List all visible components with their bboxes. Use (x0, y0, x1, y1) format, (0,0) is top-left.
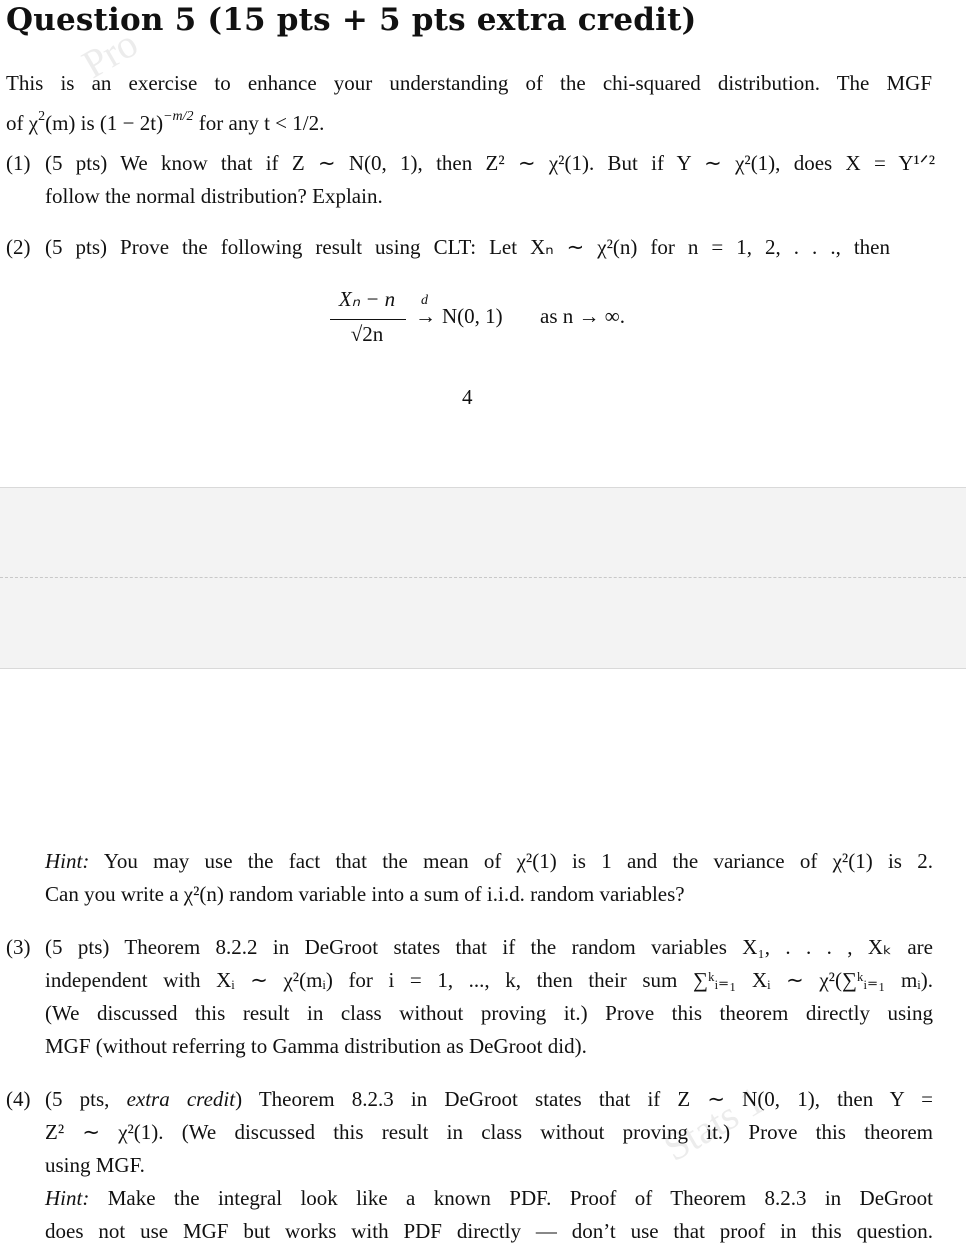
eq-rhs: N(0, 1) (442, 304, 503, 328)
eq-numerator: Xₙ − n (338, 287, 396, 311)
q3-line-3: (We discussed this result in class without proving it.) Prove this theorem directly using (45, 1001, 933, 1025)
hint2-line-2: Can you write a χ²(n) random variable into a sum of i.i.d. random variables? (45, 882, 685, 906)
q4-hint-line-1 (45, 1182, 933, 1215)
q4-line-1 (45, 1083, 933, 1116)
q4-hint-text-1: Make the integral look like a known PDF. Proof of Theorem 8.2.3 in DeGroot (107, 1186, 934, 1210)
q4-extra-credit: extra credit (126, 1087, 236, 1111)
q3-number: (3) (6, 935, 31, 959)
q2-line-1: (5 pts) Prove the following result using CLT: Let Xₙ ∼ χ²(n) for n = 1, 2, . . ., then (45, 235, 890, 259)
q3-line-2: independent with Xᵢ ∼ χ²(mᵢ) for i = 1, ..., k, then their sum ∑ᵏᵢ₌₁ Xᵢ ∼ χ²(∑ᵏᵢ₌₁ mᵢ). (45, 968, 933, 992)
hint2-line-1 (45, 845, 933, 878)
q4-line-3: using MGF. (45, 1153, 145, 1177)
q4-hint-line-2: does not use MGF but works with PDF directly — don’t use that proof in this question. (45, 1219, 933, 1243)
intro-condition: for any t < 1/2. (198, 111, 325, 135)
eq-d-label: d (421, 293, 428, 308)
page-number: 4 (462, 385, 473, 409)
page-break-top (0, 487, 966, 579)
watermark-top: Pro (74, 20, 146, 87)
q4-line-2: Z² ∼ χ²(1). (We discussed this result in class without proving it.) Prove this theorem (45, 1120, 933, 1144)
q3-line-1: (5 pts) Theorem 8.2.2 in DeGroot states that if the random variables X₁, . . . , Xₖ are (45, 935, 933, 959)
page-break-bottom (0, 578, 966, 669)
q4-text-1: ) Theorem 8.2.3 in DeGroot states that if Z ∼ N(0, 1), then Y = (235, 1087, 933, 1111)
eq-condition: as n → ∞. (540, 304, 625, 328)
q4-hint-label: Hint: (45, 1186, 90, 1210)
intro-mgf: (m) is (1 − 2t) (45, 111, 164, 135)
page-title: Question 5 (15 pts + 5 pts extra credit) (6, 2, 697, 38)
hint2-label: Hint: (45, 849, 90, 873)
intro-chi: of χ (6, 111, 39, 135)
q4-points: (5 pts, (45, 1087, 110, 1111)
q1-line-1: (5 pts) We know that if Z ∼ N(0, 1), then Z² ∼ χ²(1). But if Y ∼ χ²(1), does X = Y¹ᐟ² (45, 151, 935, 175)
intro-line-1: This is an exercise to enhance your understanding of the chi-squared distribution. The MGF (6, 71, 932, 95)
intro-line-2: of $\chi^2(m)$ is $(1 - 2t)^{-m/2}$ for any t < 1/2. (6, 109, 325, 135)
eq-arrow: → (415, 304, 436, 328)
q1-number: (1) (6, 151, 31, 175)
hint2-text-1: You may use the fact that the mean of χ²(1) is 1 and the variance of χ²(1) is 2. (103, 849, 933, 873)
q2-number: (2) (6, 235, 31, 259)
watermark-bottom: Stats 1 (655, 1077, 772, 1170)
q4-number: (4) (6, 1087, 31, 1111)
eq-denominator: √2n (350, 322, 384, 346)
q3-line-4: MGF (without referring to Gamma distribution as DeGroot did). (45, 1034, 587, 1058)
q1-line-2: follow the normal distribution? Explain. (45, 184, 383, 208)
